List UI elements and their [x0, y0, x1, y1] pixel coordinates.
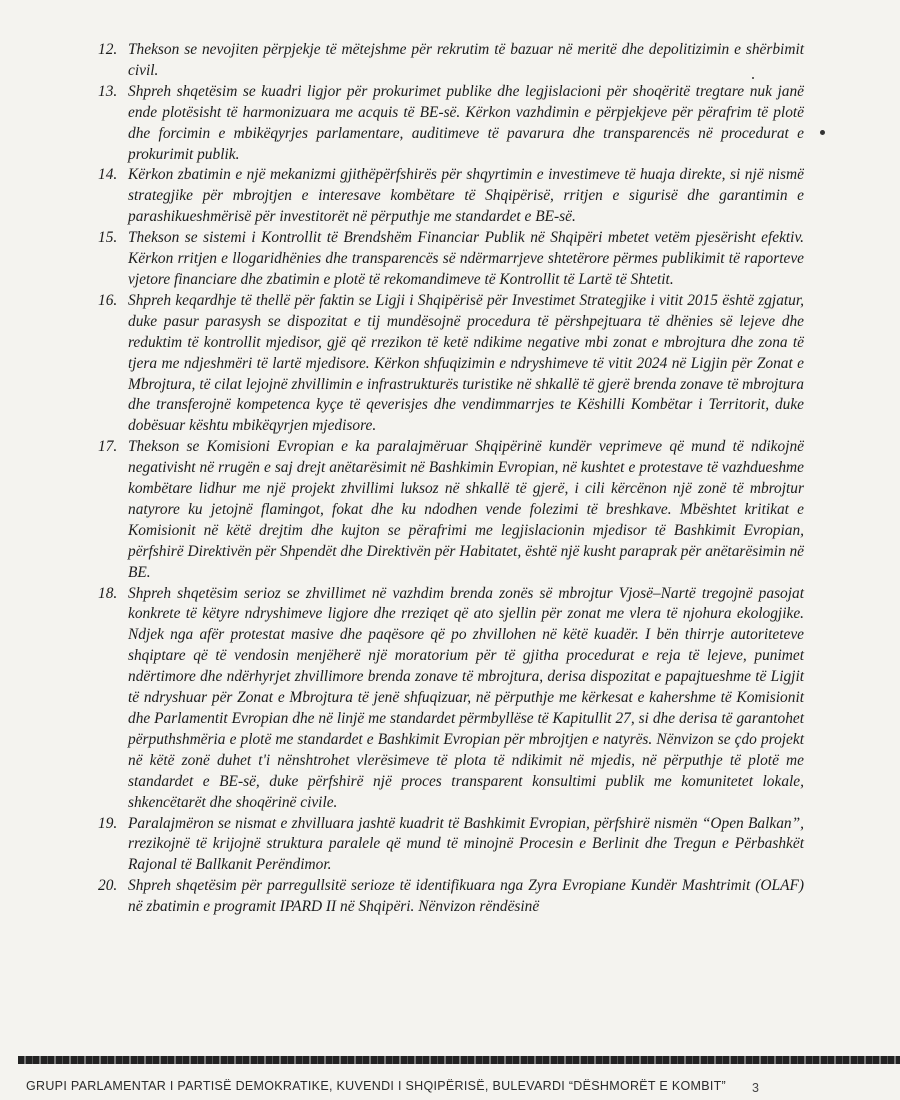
scan-speck	[752, 77, 754, 79]
item-number: 14.	[98, 166, 118, 184]
list-item	[98, 82, 804, 166]
item-text: Thekson se sistemi i Kontrollit të Brendshëm Financiar Publik në Shqipëri mbetet vetëm pjesërisht efektiv. Kërkon rritjen e llogaridhënies dhe transparencës së ndërmarrjeve shtetërore përmes publikimit të raporteve vjetore financiare dhe zbatimin e plotë të rekomandimeve të Kontrollit të Lartë të Shtetit.	[128, 229, 804, 288]
list-item	[98, 165, 804, 228]
item-text: Shpreh keqardhje të thellë për faktin se Ligji i Shqipërisë për Investimet Strategjike i vitit 2015 është zgjatur, duke pasur parasysh se dispozitat e tij mundësojnë procedura të përshpejtuara të dhënies së lejeve dhe reduktim të kontrollit mjedisor, gjë që rrezikon të ketë ndikime negative mbi zonat e mbrojtura dhe zona të tjera me ndjeshmëri të lartë mjedisore. Kërkon shfuqizimin e ndryshimeve të vitit 2024 në Ligjin për Zonat e Mbrojtura, të cilat lejojnë zhvillimin e infrastrukturës turistike në shkallë të gjerë brenda zonave të mbrojtura dhe transferojnë kompetenca kyçe të qeverisjes dhe vendimmarrjes te Këshilli Kombëtar i Territorit, duke dobësuar kështu mbikëqyrjen mjedisore.	[128, 291, 804, 435]
numbered-list	[98, 40, 804, 918]
item-number: 20.	[98, 877, 118, 895]
item-text: Thekson se Komisioni Evropian e ka paralajmëruar Shqipërinë kundër veprimeve që mund të ndikojnë negativisht në rrugën e saj drejt anëtarësimit në Bashkimin Evropian, në kushtet e protestave të vazhdueshme kombëtare lidhur me një projekt zhvillimi luksoz në shkallë të gjerë, i cili kërcënon një zonë të mbrojtur natyrore ku jetojnë flamingot, fokat dhe ku ndodhen vende folezimi të breshkave. Mbështet kritikat e Komisionit në këtë drejtim dhe kujton se përafrimi me legjislacionin mjedisor të Bashkimit Evropian, përfshirë Direktivën për Shpendët dhe Direktivën për Habitatet, është një kusht paraprak për anëtarësimin në BE.	[128, 438, 804, 581]
item-number: 13.	[98, 82, 118, 100]
item-number: 12.	[98, 41, 118, 58]
item-number: 17.	[98, 438, 118, 456]
item-text: Shpreh shqetësim serioz se zhvillimet në vazhdim brenda zonës së mbrojtur Vjosë–Nartë tregojnë pasojat konkrete të këtyre ndryshimeve ligjore dhe rreziqet që ato sjellin për zonat me vlera të njohura ekologjike. Ndjek nga afër protestat masive dhe paqësore që po zhvillohen në këtë kuadër. I bën thirrje autoriteteve shqiptare që të vendosin menjëherë një moratorium për të gjitha procedurat e reja të lejeve, punimet ndërtimore dhe ndërhyrjet zhvillimore brenda zonave të mbrojtura, derisa dispozitat e papajtueshme të Ligjit të ndryshuar për Zonat e Mbrojtura të jenë shfuqizuar, në përputhje me kërkesat e kahershme të Komisionit dhe Parlamentit Evropian dhe në linjë me standardet përmbyllëse të Kapitullit 27, si dhe derisa të garantohet përputhshmëria e plotë me standardet e Bashkimit Evropian për mbrojtjen e natyrës. Nënvizon se çdo projekt në këtë zonë duhet t'i nënshtrohet vlerësimeve të plota të ndikimit në mjedis, në përputhje të plotë me standardet e BE-së, duke përfshirë një proces transparent konsultimi publik me komunitetet lokale, shkencëtarët dhe shoqërinë civile.	[128, 584, 804, 811]
item-text: Shpreh shqetësim se kuadri ligjor për prokurimet publike dhe legjislacioni për shoqëritë tregtare nuk janë ende plotësisht të harmonizuara me acquis të BE-së. Kërkon vazhdimin e përpjekjeve për përafrim të plotë dhe forcimin e mbikëqyrjes parlamentare, auditimeve të pavarura dhe transparencës në procedurat e prokurimit publik.	[128, 82, 804, 163]
page-number: 3	[752, 1081, 759, 1095]
item-text: Kërkon zbatimin e një mekanizmi gjithëpërfshirës për shqyrtimin e investimeve të huaja direkte, si një nismë strategjike për mbrojtjen e interesave kombëtare të Shqipërisë, rritjen e sigurisë dhe garantimin e parashikueshmërisë për investitorët në përputhje me standardet e BE-së.	[128, 166, 804, 226]
scan-speck	[820, 130, 825, 135]
footer-address: GRUPI PARLAMENTAR I PARTISË DEMOKRATIKE, KUVENDI I SHQIPËRISË, BULEVARDI “DËSHMORËT E KOMBIT”	[26, 1079, 727, 1093]
list-item	[98, 291, 804, 437]
item-number: 18.	[98, 584, 118, 602]
item-number: 15.	[98, 229, 118, 247]
item-number: 19.	[98, 814, 118, 832]
item-number: 16.	[98, 291, 118, 309]
item-text: Paralajmëron se nismat e zhvilluara jashtë kuadrit të Bashkimit Evropian, përfshirë nismën “Open Balkan”, rrezikojnë të krijojnë struktura paralele që mund të minojnë Procesin e Berlinit dhe Tregun e Përbashkët Rajonal të Ballkanit Perëndimor.	[128, 814, 804, 874]
item-text: Thekson se nevojiten përpjekje të mëtejshme për rekrutim të bazuar në meritë dhe depolitizimin e shërbimit civil.	[128, 41, 804, 79]
list-item	[98, 584, 804, 814]
footer-divider	[18, 1056, 900, 1064]
list-item	[98, 814, 804, 877]
item-text: Shpreh shqetësim për parregullsitë serioze të identifikuara nga Zyra Evropiane Kundër Mashtrimit (OLAF) në zbatimin e programit IPARD II në Shqipëri. Nënvizon rëndësinë	[128, 877, 804, 916]
list-item	[98, 876, 804, 918]
list-item	[98, 437, 804, 583]
list-item	[98, 228, 804, 291]
list-item	[98, 40, 804, 82]
